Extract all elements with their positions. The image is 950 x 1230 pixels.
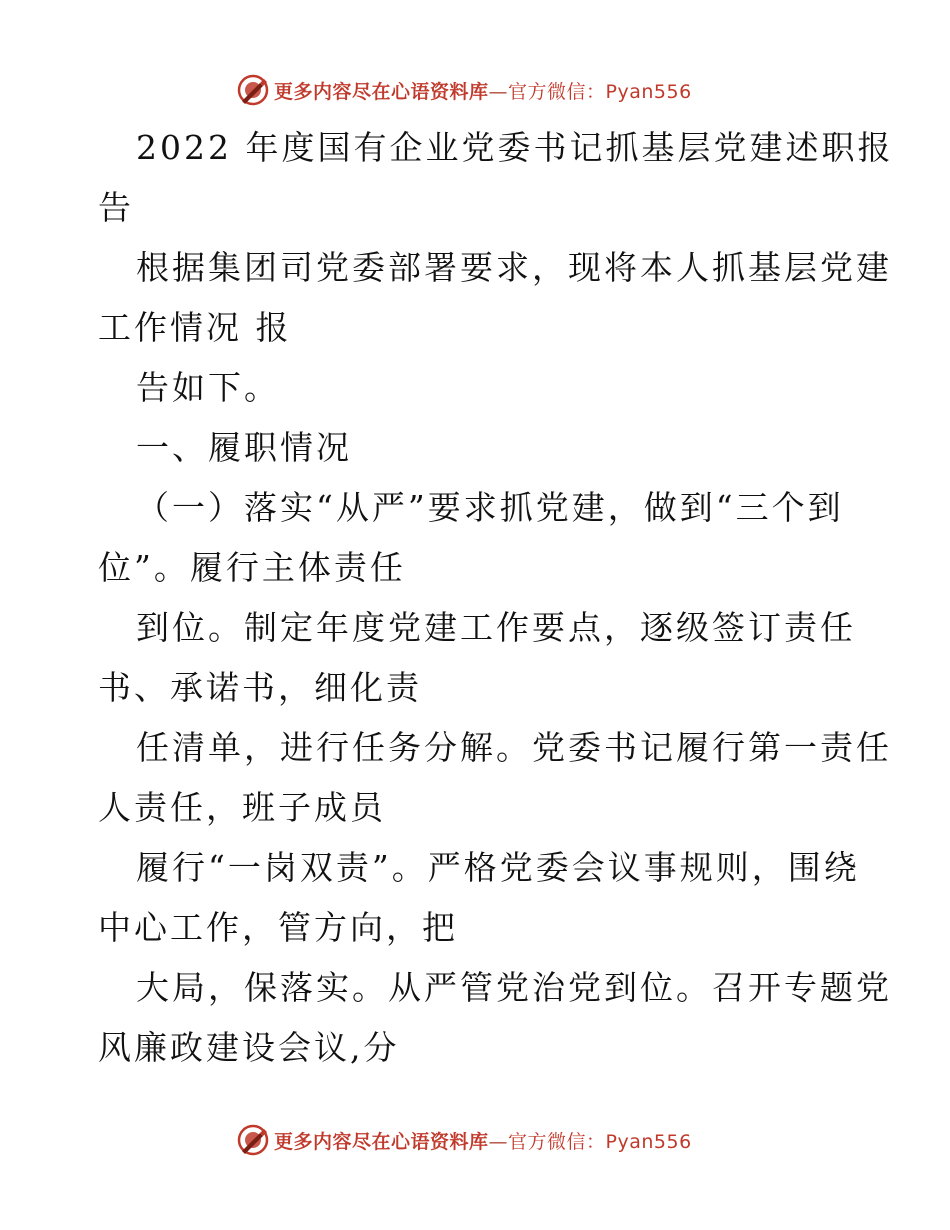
text-line: 书、承诺书，细化责 xyxy=(98,668,422,707)
text-line: 工作情况 报 xyxy=(98,308,292,347)
text-line: 位”。履行主体责任 xyxy=(98,548,406,587)
text-line: 一、履职情况 xyxy=(136,428,352,467)
text-line: 告 xyxy=(98,188,134,227)
text-line: 履行“一岗双责”。严格党委会议事规则，围绕 xyxy=(136,848,860,887)
watermark-main-text: 更多内容尽在心语资料库 xyxy=(274,1130,489,1153)
watermark-wechat-label: 官方微信： xyxy=(508,80,606,103)
text-line: 到位。制定年度党建工作要点，逐级签订责任 xyxy=(136,608,856,647)
text-line: 任清单，进行任务分解。党委书记履行第一责任 xyxy=(136,728,892,767)
document-body xyxy=(98,118,894,1078)
text-line: 大局，保落实。从严管党治党到位。召开专题党 xyxy=(136,968,892,1007)
pen-circle-logo-icon xyxy=(236,73,270,107)
header-watermark-banner xyxy=(236,72,756,108)
text-line: 人责任，班子成员 xyxy=(98,788,386,827)
watermark-wechat-label: 官方微信： xyxy=(508,1130,606,1153)
text-line: 告如下。 xyxy=(136,368,280,407)
watermark-main-text: 更多内容尽在心语资料库 xyxy=(274,80,489,103)
text-line: 根据集团司党委部署要求，现将本人抓基层党建 xyxy=(136,248,892,287)
watermark-wechat-id: Pyan556 xyxy=(605,1130,692,1153)
watermark-separator: — xyxy=(488,80,509,103)
text-line: 风廉政建设会议,分 xyxy=(98,1028,400,1067)
text-line: 中心工作，管方向，把 xyxy=(98,908,458,947)
pen-circle-logo-icon xyxy=(236,1123,270,1157)
footer-watermark-banner xyxy=(236,1122,756,1158)
watermark-separator: — xyxy=(488,1130,509,1153)
text-line: （一）落实“从严”要求抓党建，做到“三个到 xyxy=(136,488,844,527)
watermark-wechat-id: Pyan556 xyxy=(605,80,692,103)
text-line: 2022 年度国有企业党委书记抓基层党建述职报 xyxy=(136,128,894,167)
